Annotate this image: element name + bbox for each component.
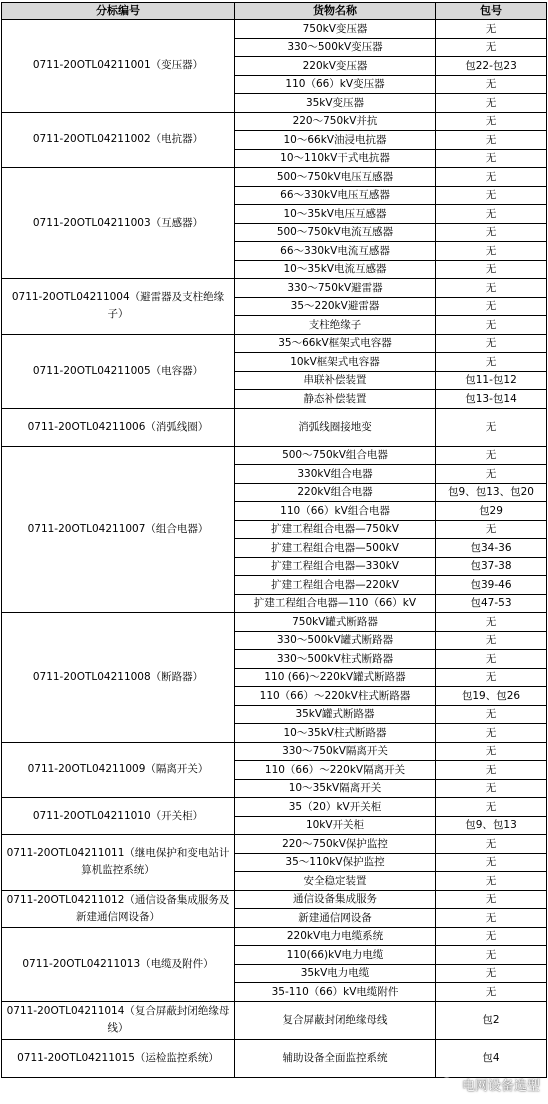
package-no-cell: 无 — [436, 186, 547, 205]
table-row — [2, 20, 547, 39]
table-row — [2, 613, 547, 632]
package-no-cell: 包37-38 — [436, 557, 547, 576]
header-goods-name: 货物名称 — [235, 3, 436, 20]
lot-code-cell: 0711-20OTL04211007（组合电器） — [2, 446, 235, 613]
lot-code-cell: 0711-20OTL04211008（断路器） — [2, 613, 235, 743]
goods-name-cell: 10～66kV油浸电抗器 — [235, 131, 436, 150]
package-no-cell: 无 — [436, 724, 547, 743]
package-no-cell: 无 — [436, 909, 547, 928]
goods-name-cell: 10kV开关柜 — [235, 816, 436, 835]
goods-name-cell: 10～35kV电压互感器 — [235, 205, 436, 224]
goods-name-cell: 通信设备集成服务 — [235, 890, 436, 909]
goods-name-cell: 500～750kV电流互感器 — [235, 223, 436, 242]
package-no-cell: 无 — [436, 408, 547, 446]
package-no-cell: 无 — [436, 149, 547, 168]
package-no-cell: 无 — [436, 964, 547, 983]
goods-name-cell: 消弧线圈接地变 — [235, 408, 436, 446]
goods-name-cell: 10～35kV隔离开关 — [235, 779, 436, 798]
goods-name-cell: 110 (66)～220kV罐式断路器 — [235, 668, 436, 687]
package-no-cell: 无 — [436, 334, 547, 353]
goods-name-cell: 扩建工程组合电器—110（66）kV — [235, 594, 436, 613]
goods-name-cell: 66～330kV电流互感器 — [235, 242, 436, 261]
goods-name-cell: 35～66kV框架式电容器 — [235, 334, 436, 353]
package-no-cell: 无 — [436, 465, 547, 484]
goods-name-cell: 35（20）kV开关柜 — [235, 798, 436, 817]
goods-name-cell: 10kV框架式电容器 — [235, 353, 436, 372]
bid-table — [1, 2, 547, 1078]
table-row — [2, 927, 547, 946]
package-no-cell: 包9、包13、包20 — [436, 483, 547, 502]
table-body — [2, 20, 547, 1078]
lot-code-cell: 0711-20OTL04211010（开关柜） — [2, 798, 235, 835]
header-row — [2, 3, 547, 20]
goods-name-cell: 220kV变压器 — [235, 57, 436, 76]
package-no-cell: 无 — [436, 872, 547, 891]
goods-name-cell: 500～750kV电压互感器 — [235, 168, 436, 187]
goods-name-cell: 35-110（66）kV电缆附件 — [235, 983, 436, 1002]
package-no-cell: 无 — [436, 279, 547, 298]
goods-name-cell: 500～750kV组合电器 — [235, 446, 436, 465]
package-no-cell: 包34-36 — [436, 539, 547, 558]
goods-name-cell: 330～500kV柱式断路器 — [235, 650, 436, 669]
package-no-cell: 包2 — [436, 1001, 547, 1039]
lot-code-cell: 0711-20OTL04211015（运检监控系统） — [2, 1039, 235, 1077]
goods-name-cell: 750kV罐式断路器 — [235, 613, 436, 632]
package-no-cell: 无 — [436, 20, 547, 39]
lot-code-cell: 0711-20OTL04211003（互感器） — [2, 168, 235, 279]
package-no-cell: 无 — [436, 742, 547, 761]
package-no-cell: 无 — [436, 205, 547, 224]
package-no-cell: 包29 — [436, 502, 547, 521]
table-row — [2, 408, 547, 446]
watermark — [440, 1075, 540, 1094]
package-no-cell: 包13-包14 — [436, 390, 547, 409]
table-row — [2, 168, 547, 187]
package-no-cell: 无 — [436, 853, 547, 872]
package-no-cell: 无 — [436, 613, 547, 632]
lot-code-cell: 0711-20OTL04211002（电抗器） — [2, 112, 235, 168]
package-no-cell: 无 — [436, 835, 547, 854]
table-row — [2, 446, 547, 465]
watermark-text: 电网设备选型 — [461, 1079, 540, 1094]
goods-name-cell: 110(66)kV电力电缆 — [235, 946, 436, 965]
table-row — [2, 112, 547, 131]
lot-code-cell: 0711-20OTL04211012（通信设备集成服务及新建通信网设备） — [2, 890, 235, 927]
lot-code-cell: 0711-20OTL04211006（消弧线圈） — [2, 408, 235, 446]
package-no-cell: 无 — [436, 131, 547, 150]
goods-name-cell: 220kV组合电器 — [235, 483, 436, 502]
table-row — [2, 334, 547, 353]
goods-name-cell: 35kV罐式断路器 — [235, 705, 436, 724]
goods-name-cell: 330kV组合电器 — [235, 465, 436, 484]
package-no-cell: 无 — [436, 242, 547, 261]
goods-name-cell: 串联补偿装置 — [235, 371, 436, 390]
package-no-cell: 无 — [436, 297, 547, 316]
goods-name-cell: 110（66）～220kV隔离开关 — [235, 761, 436, 780]
table-row — [2, 890, 547, 909]
package-no-cell: 无 — [436, 650, 547, 669]
lot-code-cell: 0711-20OTL04211004（避雷器及支柱绝缘子） — [2, 279, 235, 335]
goods-name-cell: 220～750kV并抗 — [235, 112, 436, 131]
goods-name-cell: 110（66）kV变压器 — [235, 75, 436, 94]
package-no-cell: 无 — [436, 705, 547, 724]
package-no-cell: 无 — [436, 631, 547, 650]
goods-name-cell: 扩建工程组合电器—220kV — [235, 576, 436, 595]
package-no-cell: 无 — [436, 520, 547, 539]
lot-code-cell: 0711-20OTL04211005（电容器） — [2, 334, 235, 408]
goods-name-cell: 220～750kV保护监控 — [235, 835, 436, 854]
package-no-cell: 包4 — [436, 1039, 547, 1077]
lot-code-cell: 0711-20OTL04211001（变压器） — [2, 20, 235, 113]
package-no-cell: 包11-包12 — [436, 371, 547, 390]
goods-name-cell: 复合屏蔽封闭绝缘母线 — [235, 1001, 436, 1039]
goods-name-cell: 辅助设备全面监控系统 — [235, 1039, 436, 1077]
goods-name-cell: 66～330kV电压互感器 — [235, 186, 436, 205]
goods-name-cell: 10～110kV干式电抗器 — [235, 149, 436, 168]
goods-name-cell: 扩建工程组合电器—500kV — [235, 539, 436, 558]
package-no-cell: 无 — [436, 983, 547, 1002]
goods-name-cell: 750kV变压器 — [235, 20, 436, 39]
goods-name-cell: 10～35kV柱式断路器 — [235, 724, 436, 743]
goods-name-cell: 扩建工程组合电器—750kV — [235, 520, 436, 539]
table-row — [2, 835, 547, 854]
package-no-cell: 包9、包13 — [436, 816, 547, 835]
package-no-cell: 无 — [436, 446, 547, 465]
goods-name-cell: 330～500kV变压器 — [235, 38, 436, 57]
goods-name-cell: 35kV电力电缆 — [235, 964, 436, 983]
package-no-cell: 无 — [436, 927, 547, 946]
package-no-cell: 无 — [436, 316, 547, 335]
goods-name-cell: 扩建工程组合电器—330kV — [235, 557, 436, 576]
package-no-cell: 无 — [436, 112, 547, 131]
package-no-cell: 无 — [436, 94, 547, 113]
package-no-cell: 无 — [436, 168, 547, 187]
wechat-icon — [440, 1077, 458, 1092]
goods-name-cell: 110（66）kV组合电器 — [235, 502, 436, 521]
package-no-cell: 无 — [436, 779, 547, 798]
goods-name-cell: 安全稳定装置 — [235, 872, 436, 891]
goods-name-cell: 330～750kV避雷器 — [235, 279, 436, 298]
package-no-cell: 无 — [436, 260, 547, 279]
lot-code-cell: 0711-20OTL04211009（隔离开关） — [2, 742, 235, 798]
package-no-cell: 包19、包26 — [436, 687, 547, 706]
package-no-cell: 无 — [436, 761, 547, 780]
goods-name-cell: 110（66）～220kV柱式断路器 — [235, 687, 436, 706]
goods-name-cell: 220kV电力电缆系统 — [235, 927, 436, 946]
table-row — [2, 1001, 547, 1039]
package-no-cell: 包39-46 — [436, 576, 547, 595]
goods-name-cell: 330～750kV隔离开关 — [235, 742, 436, 761]
goods-name-cell: 35～110kV保护监控 — [235, 853, 436, 872]
goods-name-cell: 静态补偿装置 — [235, 390, 436, 409]
package-no-cell: 无 — [436, 223, 547, 242]
goods-name-cell: 35kV变压器 — [235, 94, 436, 113]
package-no-cell: 无 — [436, 668, 547, 687]
package-no-cell: 无 — [436, 890, 547, 909]
table-row — [2, 1039, 547, 1077]
header-lot-code: 分标编号 — [2, 3, 235, 20]
goods-name-cell: 10～35kV电流互感器 — [235, 260, 436, 279]
package-no-cell: 包22-包23 — [436, 57, 547, 76]
table-row — [2, 279, 547, 298]
package-no-cell: 无 — [436, 75, 547, 94]
goods-name-cell: 330～500kV罐式断路器 — [235, 631, 436, 650]
package-no-cell: 无 — [436, 353, 547, 372]
lot-code-cell: 0711-20OTL04211014（复合屏蔽封闭绝缘母线） — [2, 1001, 235, 1039]
package-no-cell: 无 — [436, 798, 547, 817]
package-no-cell: 无 — [436, 38, 547, 57]
table-row — [2, 742, 547, 761]
goods-name-cell: 35～220kV避雷器 — [235, 297, 436, 316]
table-row — [2, 798, 547, 817]
package-no-cell: 包47-53 — [436, 594, 547, 613]
lot-code-cell: 0711-20OTL04211011（继电保护和变电站计算机监控系统） — [2, 835, 235, 891]
header-package-no: 包号 — [436, 3, 547, 20]
lot-code-cell: 0711-20OTL04211013（电缆及附件） — [2, 927, 235, 1001]
goods-name-cell: 新建通信网设备 — [235, 909, 436, 928]
goods-name-cell: 支柱绝缘子 — [235, 316, 436, 335]
package-no-cell: 无 — [436, 946, 547, 965]
